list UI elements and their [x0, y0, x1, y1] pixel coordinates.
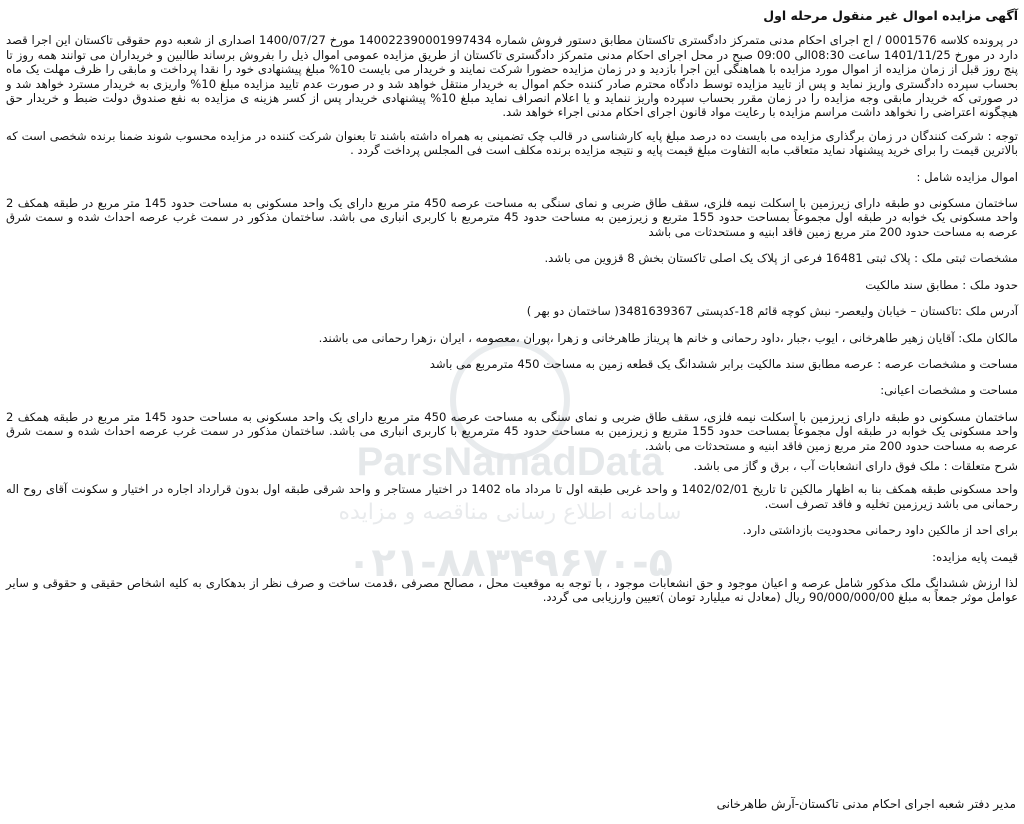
- building-heading: مساحت و مشخصات اعیانی:: [880, 383, 1018, 398]
- price-heading: قیمت پایه مزایده:: [932, 549, 1018, 564]
- signature-line: مدیر دفتر شعبه اجرای احکام مدنی تاکستان-آرش طاهرخانی: [716, 797, 1016, 811]
- occupancy-info: واحد مسکونی طبقه همکف بنا به اظهار مالکین تا تاریخ 1402/02/01 و واحد غربی طبقه اول تا مرداد ماه 1402 در اختیار مستاجر و واحد شرقی طبقه اول بدون قرارداد اجاره در اختیار و سکونت آقای روح اله رحمانی می باشد زیرزمین تخلیه و فاقد تصرف است.: [6, 482, 1018, 511]
- owners-info: مالکان ملک: آقایان زهیر طاهرخانی ، ایوب ،جبار ،داود رحمانی و خانم ها پریناز طاهرخانی و زهرا ،پوران ،معصومه ، ایران ،زهرا رحمانی می باشند.: [318, 330, 1018, 345]
- utilities-info: شرح متعلقات : ملک فوق دارای انشعابات آب ، برق و گاز می باشد.: [693, 458, 1018, 473]
- price-description: لذا ارزش ششدانگ ملک مذکور شامل عرصه و اعیان موجود و حق انشعابات موجود ، با توجه به موقعیت محل ، مصالح مصرفی ،قدمت ساخت و صرف نظر از بدهکاری به کلیه اشخاص حقیقی و حقوقی و سایر عوامل موثر جمعاً به مبلغ 90/000/000/00 ریال (معادل نه میلیارد تومان )تعیین وارزیابی می گردد.: [6, 575, 1018, 605]
- watermark-phone: ۰۲۱-۸۸۳۴۹۶۷۰-۵: [346, 540, 674, 586]
- boundaries-info: حدود ملک : مطابق سند مالکیت: [865, 277, 1018, 292]
- area-info: مساحت و مشخصات عرصه : عرصه مطابق سند مالکیت برابر ششدانگ یک قطعه زمین به مساحت 450 مترمربع می باشد: [429, 356, 1018, 371]
- building-description: ساختمان مسکونی دو طبقه دارای زیرزمین با اسکلت نیمه فلزی، سقف طاق ضربی و نمای سنگی به مساحت عرصه 450 متر مربع دارای یک واحد مسکونی به مساحت حدود 145 متر مربع در طبقه همکف 2 واحد مسکونی یک خوابه در طبقه اول مجموعاً بمساحت حدود 155 متربع و زیرزمین به مساحت حدود 45 مترمربع با کاربری انباری می باشد. ساختمان مذکور در سمت غرب عرصه احداث شده و سمت شرق عرصه به مساحت حدود 200 متر مربع زمین فاقد ابنیه و مستحدثات می باشد.: [6, 409, 1018, 453]
- intro-paragraph: در پرونده کلاسه 0001576 / اج اجرای احکام مدنی متمرکز دادگستری تاکستان مطابق دستور فروش شماره 140022390001997434 مورخ 1400/07/27 اصداری از شعبه دوم حقوقی تاکستان این اجرا قصد دارد در مورخ 1401/11/25 ساعت 08:30الی 09:00 صبح در محل اجرای احکام مدنی متمرکز دادگستری تاکستان از طریق مزایده عمومی اموال ذیل را بفروش برساند طالبین و خریداران می توانند همه روز تا پنج روز قبل از زمان مزایده از اموال مورد مزایده با هماهنگی این اجرا بازدید و در زمان مزایده حضورا شرکت نمایند و خریدار می بایست 10% مبلغ پیشنهادی خود را نقدا پرداخت و مابقی را ظرف مهلت یک ماه بحساب سپرده دادگستری واریز نماید و پس از تایید مزایده توسط دادگاه محترم صادر کننده حکم اموال به خریدار منتقل خواهد شد و در صورت عدم تایید مزایده مبلغ 10% واریزی به خریدار مسترد خواهد شد و در صورتی که خریدار مابقی وجه مزایده را در زمان مقرر بحساب سپرده واریز ننماید و یا اعلام انصراف نماید مبلغ 10% پیشنهادی خریدار پس از کسر هزینه ی مزایده به نفع صندوق دولت ضبط و خریدار حق هیچگونه اعتراضی را نخواهد داشت مراسم مزایده با رعایت مواد قانون اجرای احکام مدنی اجراء خواهد شد.: [6, 33, 1019, 120]
- registry-info: مشخصات ثبتی ملک : پلاک ثبتی 16481 فرعی از پلاک یک اصلی تاکستان بخش 8 قزوین می باشد.: [544, 251, 1018, 266]
- watermark-subtitle: سامانه اطلاع رسانی مناقصه و مزایده: [338, 500, 682, 525]
- assets-description: ساختمان مسکونی دو طبقه دارای زیرزمین با اسکلت نیمه فلزی، سقف طاق ضربی و نمای سنگی به مساحت عرصه 450 متر مربع دارای یک واحد مسکونی به مساحت حدود 145 متر مربع در طبقه همکف 2 واحد مسکونی یک خوابه در طبقه اول مجموعاً بمساحت حدود 155 متربع و زیرزمین به مساحت حدود 45 مترمربع با کاربری انباری می باشد. ساختمان مذکور در سمت غرب عرصه احداث شده و سمت شرق عرصه به مساحت حدود 200 متر مربع زمین فاقد ابنیه و مستحدثات می باشد: [6, 196, 1018, 239]
- notice-title: آگهی مزایده اموال غیر منقول مرحله اول: [763, 8, 1018, 23]
- address-info: آدرس ملک :تاکستان – خیابان ولیعصر- نبش کوچه قائم 18-کدپستی 3481639367( ساختمان دو بهر ): [526, 304, 1018, 319]
- note-paragraph: توجه : شرکت کنندگان در زمان برگذاری مزایده می بایست ده درصد مبلغ پایه کارشناسی در قالب چک تضمینی به همراه داشته باشند تا بعنوان شرکت کننده در مزایده محسوب شوند ضمنا برنده شخصی است که بالاترین قیمت را برای خرید پیشنهاد نماید متعاقب مابه التفاوت مبلغ قیمت پایه و نتیجه مزایده برنده مکلف است فی المجلس پرداخت گردد .: [6, 128, 1018, 158]
- restriction-info: برای احد از مالکین داود رحمانی محدودیت بازداشتی دارد.: [742, 523, 1018, 538]
- watermark-brand: ParsNamadData: [356, 440, 664, 484]
- assets-heading: اموال مزایده شامل :: [916, 169, 1018, 184]
